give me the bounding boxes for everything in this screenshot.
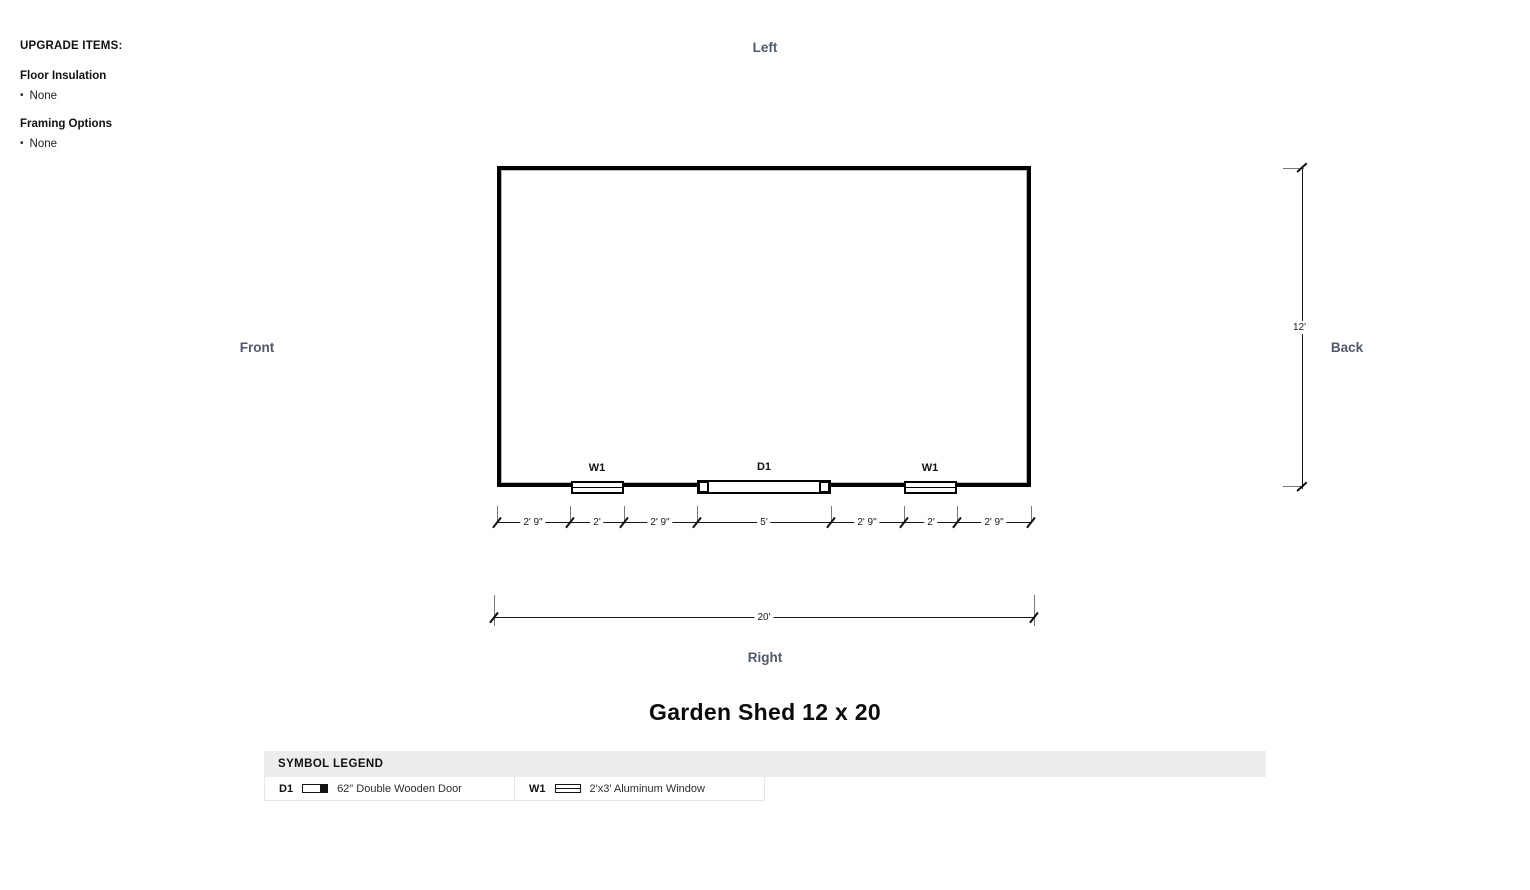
window-pane-line — [906, 487, 955, 489]
dimension-label-width: 20' — [754, 611, 773, 624]
upgrade-item-value: None — [29, 90, 58, 102]
plan-title: Garden Shed 12 x 20 — [649, 699, 881, 725]
upgrade-item — [20, 90, 280, 102]
orientation-label-back-side: Back — [1330, 340, 1364, 355]
opening-label: W1 — [921, 462, 939, 474]
legend-entry-window — [514, 777, 765, 801]
upgrade-items-title: UPGRADE ITEMS: — [20, 40, 123, 52]
door-symbol — [697, 480, 831, 494]
legend-code: D1 — [279, 782, 294, 795]
bullet-icon: • — [20, 138, 24, 149]
dimension-tick — [494, 595, 495, 626]
legend-description: 62" Double Wooden Door — [337, 782, 462, 795]
orientation-label-left-side: Left — [752, 40, 778, 55]
window-pane-line — [556, 788, 580, 790]
floor-plan-outline — [497, 166, 1031, 487]
dimension-label: 2' 9" — [854, 516, 879, 529]
upgrade-item — [20, 138, 280, 150]
dimension-label: 2' — [924, 516, 937, 529]
legend-description: 2'x3' Aluminum Window — [589, 782, 705, 795]
dimension-label-depth: 12' — [1293, 322, 1307, 333]
door-jamb — [698, 481, 709, 493]
dimension-label: 2' 9" — [520, 516, 545, 529]
door-symbol-icon — [302, 784, 328, 793]
upgrade-section-heading-floor-insulation: Floor Insulation — [20, 70, 107, 82]
dimension-label: 2' 9" — [981, 516, 1006, 529]
upgrade-items-panel — [20, 40, 280, 150]
door-leaf-fill — [320, 785, 327, 792]
opening-label: D1 — [756, 461, 772, 473]
opening-label: W1 — [588, 462, 606, 474]
window-pane-line — [573, 487, 622, 489]
bullet-icon: • — [20, 90, 24, 101]
orientation-label-front-side: Front — [239, 340, 275, 355]
upgrade-section-heading-framing-options: Framing Options — [20, 118, 112, 130]
window-symbol — [571, 481, 624, 494]
window-symbol — [904, 481, 957, 494]
upgrade-item-value: None — [29, 138, 58, 150]
dimension-tick — [1034, 595, 1035, 626]
window-symbol-icon — [555, 784, 581, 793]
dimension-label: 2' 9" — [647, 516, 672, 529]
dimension-label: 2' — [590, 516, 603, 529]
legend-header: SYMBOL LEGEND — [264, 751, 1266, 777]
legend-code: W1 — [529, 782, 546, 795]
door-jamb — [819, 481, 830, 493]
dimension-label: 5' — [757, 516, 770, 529]
orientation-label-right-side: Right — [747, 650, 783, 665]
legend-entry-door — [264, 777, 515, 801]
